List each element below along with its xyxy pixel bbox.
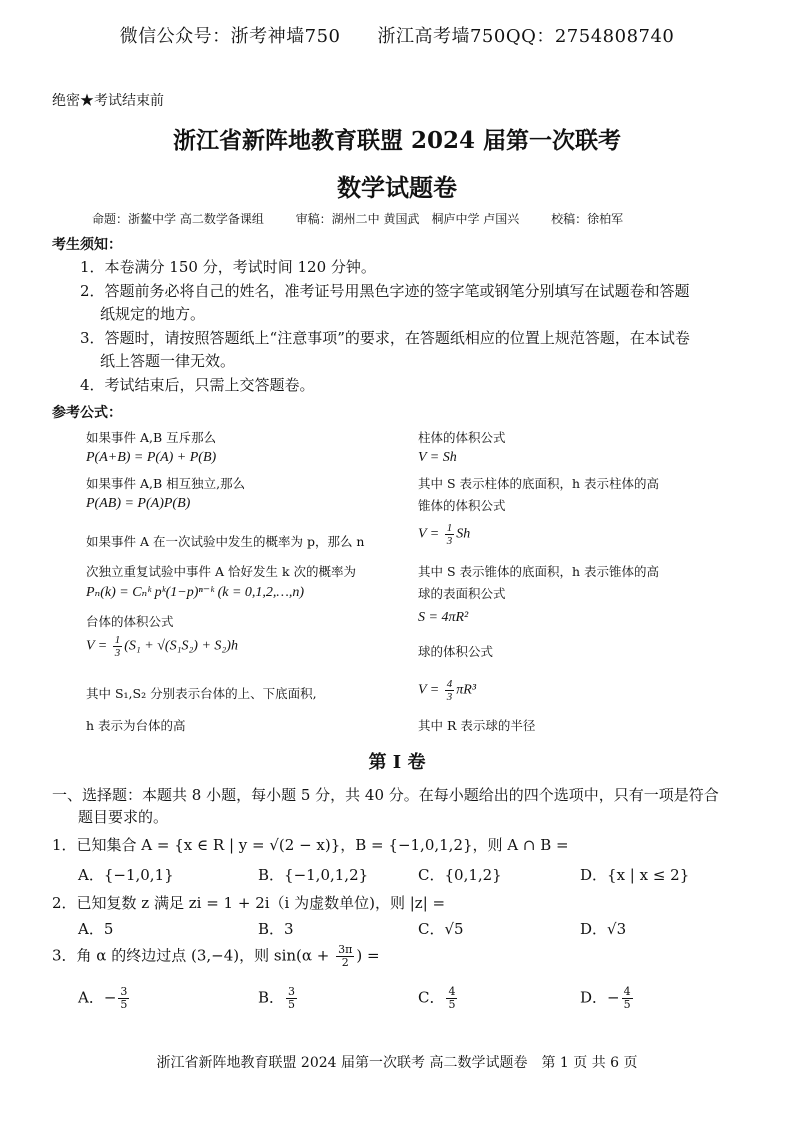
fraction: $\frac{1}{3}$ — [446, 522, 453, 547]
question-3-option-c: C． $\frac{4}{5}$ — [418, 985, 456, 1011]
question-1-option-a: A．{−1,0,1} — [78, 866, 174, 884]
confidential-label: 绝密★考试结束前 — [52, 93, 164, 109]
exam-subtitle: 数学试题卷 — [337, 173, 457, 202]
formula-text: 台体的体积公式 — [86, 614, 174, 629]
notice-item: 2．答题前务必将自己的姓名，准考证号用黑色字迹的签字笔或钢笔分别填写在试题卷和答题 — [80, 282, 690, 300]
question-2-option-c: C．√5 — [418, 920, 464, 938]
formula-text: 其中 S₁,S₂ 分别表示台体的上、下底面积, — [86, 686, 317, 701]
formula-text: 次独立重复试验中事件 A 恰好发生 k 次的概率为 — [86, 564, 356, 579]
fraction: $\frac{4}{3}$ — [446, 678, 453, 703]
formula-text: 球的体积公式 — [418, 644, 494, 659]
author-credit: 命题：浙鳌中学 高二数学备课组 — [92, 212, 264, 226]
formula-text: 如果事件 A,B 相互独立,那么 — [86, 476, 246, 491]
question-2-option-a: A．5 — [78, 920, 114, 938]
question-2-stem: 2．已知复数 z 满足 zi = 1 + 2i（i 为虚数单位)，则 |z| = — [52, 894, 446, 912]
question-2-option-d: D．√3 — [580, 920, 627, 938]
formula-text: h 表示为台体的高 — [86, 718, 186, 733]
formula-math: S = 4πR² — [418, 610, 469, 625]
formula-text: 其中 R 表示球的半径 — [418, 718, 536, 733]
question-3-option-a: A．− $\frac{3}{5}$ — [78, 985, 128, 1011]
notice-item: 1．本卷满分 150 分，考试时间 120 分钟。 — [80, 258, 376, 276]
notice-item: 纸规定的地方。 — [100, 305, 206, 323]
proof-credit: 校稿：徐柏军 — [551, 212, 624, 226]
notice-item: 3．答题时，请按照答题纸上“注意事项”的要求，在答题纸相应的位置上规范答题，在本试卷 — [80, 329, 690, 347]
formula-text: 锥体的体积公式 — [418, 498, 506, 513]
question-3-stem: 3．角 α 的终边过点 (3,−4)，则 sin(α + $\frac{3\pi}{2}$ ) = — [52, 943, 380, 969]
formula-math: P(A+B) = P(A) + P(B) — [86, 450, 217, 465]
fraction: $\frac{1}{3}$ — [114, 634, 121, 659]
header-banner: 微信公众号：浙考神墙750 浙江高考墙750QQ：2754808740 — [119, 26, 675, 47]
question-1-option-d: D．{x | x ≤ 2} — [580, 866, 690, 884]
question-1-option-c: C．{0,1,2} — [418, 866, 502, 884]
section-heading-cont: 题目要求的。 — [78, 808, 169, 826]
formula-math: Pₙ(k) = Cₙᵏ pᵏ(1−p)ⁿ⁻ᵏ (k = 0,1,2,…,n) — [86, 585, 305, 600]
part-title: 第 I 卷 — [368, 752, 426, 773]
sphere-volume-formula: V = $\frac{4}{3}$ πR³ — [418, 678, 477, 703]
reviewer-credit: 审稿：湖州二中 黄国武 桐庐中学 卢国兴 — [295, 212, 520, 226]
formula-math: V = Sh — [418, 450, 457, 465]
notice-item: 纸上答题一律无效。 — [100, 352, 236, 370]
notice-heading: 考生须知： — [52, 237, 122, 253]
formula-text: 其中 S 表示锥体的底面积，h 表示锥体的高 — [418, 564, 660, 579]
frustum-volume-formula: V = $\frac{1}{3}$ (S₁ + √(S₁S₂) + S₂)h — [86, 634, 238, 659]
formula-text: 如果事件 A 在一次试验中发生的概率为 p，那么 n — [86, 534, 365, 549]
question-1-stem: 1．已知集合 A = {x ∈ R | y = √(2 − x)}，B = {−1,0,1,2}，则 A ∩ B = — [52, 836, 569, 854]
question-3-option-d: D．− $\frac{4}{5}$ — [580, 985, 631, 1011]
credits-line — [92, 210, 651, 227]
notice-item: 4．考试结束后，只需上交答题卷。 — [80, 376, 315, 394]
formula-text: 如果事件 A,B 互斥那么 — [86, 430, 217, 445]
question-1-option-b: B．{−1,0,1,2} — [258, 866, 369, 884]
question-3-option-b: B． $\frac{3}{5}$ — [258, 985, 296, 1011]
page-footer: 浙江省新阵地教育联盟 2024 届第一次联考 高二数学试题卷 第 1 页 共 6 页 — [156, 1055, 638, 1071]
cone-volume-formula: V = $\frac{1}{3}$ Sh — [418, 522, 471, 547]
formula-math: P(AB) = P(A)P(B) — [86, 496, 191, 511]
fraction: $\frac{3\pi}{2}$ — [338, 943, 353, 969]
formula-text: 其中 S 表示柱体的底面积，h 表示柱体的高 — [418, 476, 660, 491]
formula-text: 柱体的体积公式 — [418, 430, 506, 445]
formula-text: 球的表面积公式 — [418, 586, 506, 601]
formulas-heading: 参考公式： — [52, 405, 122, 421]
section-heading: 一、选择题：本题共 8 小题，每小题 5 分，共 40 分。在每小题给出的四个选项中，只有一项是符合 — [52, 786, 719, 804]
exam-title: 浙江省新阵地教育联盟 2024 届第一次联考 — [172, 127, 622, 154]
question-2-option-b: B．3 — [258, 920, 294, 938]
